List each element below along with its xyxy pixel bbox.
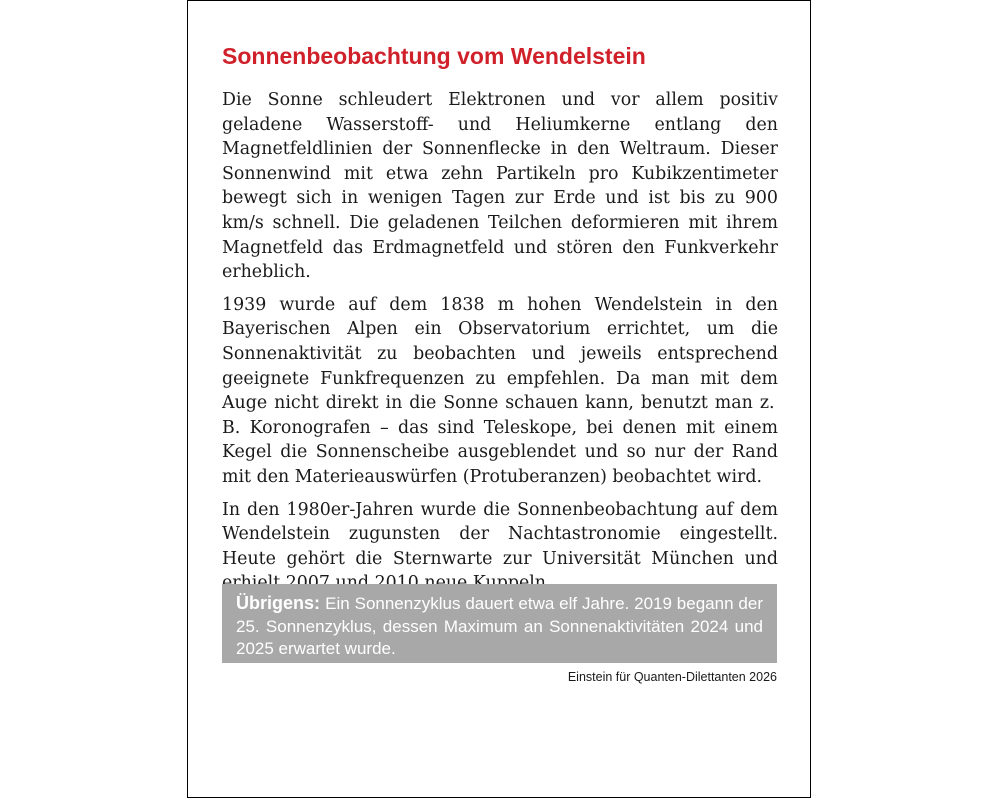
page-title: Sonnenbeobachtung vom Wendelstein [222,43,646,69]
side-note-label: Übrigens: [236,593,326,613]
paragraph-observatory-today: In den 1980er-Jahren wurde die Sonnenbeobachtung auf dem Wendelstein zugunsten der Nachtastronomie eingestellt. Heute gehört die Sternwarte zur Universität München und [222,499,778,569]
side-note-box [222,584,777,663]
paragraph-sun-wind: Die Sonne schleudert Elektronen und vor allem positiv geladene Wasserstoff- und Heliumkerne entlang den Magnetfeldlinien der Sonnenflecke in den Weltraum. Dieser Sonnenwind mit etwa zehn Partikeln pro Kubikzentimeter bewegt sich in wenigen Tagen zur Erde und ist bis zu 900 km/s schnell. Die geladenen Teilchen deformieren mit ihrem Magnetfeld das Erdmagnetfeld und stören den Funkverkehr erheblich. [222,90,778,283]
side-note-text: Ein Sonnenzyklus dauert etwa elf Jahre. 2019 begann der 25. Sonnenzyklus, dessen Maximum an Sonnenaktivitäten 2024 und 2025 erwartet wurde. [236,594,763,658]
footer-credit: Einstein für Quanten-Dilettanten 2026 [567,670,777,684]
article-body [222,88,778,604]
paragraph-observatory-history: 1939 wurde auf dem 1838 m hohen Wendelstein in den Bayerischen Alpen ein Observatorium errichtet, um die Sonnenaktivität zu beobachten und jeweils entsprechend geeignete Funkfrequenzen zu empfehlen. Da man mit dem Auge nicht direkt in die Sonne schauen kann, benutzt man z. B. Koronografen – das sind Teleskope, bei denen mit einem Kegel die Sonnenscheibe ausgeblendet und so nur der Rand mit den Materieauswürfen (Protuberanzen) beobachtet wird. [222,294,778,487]
